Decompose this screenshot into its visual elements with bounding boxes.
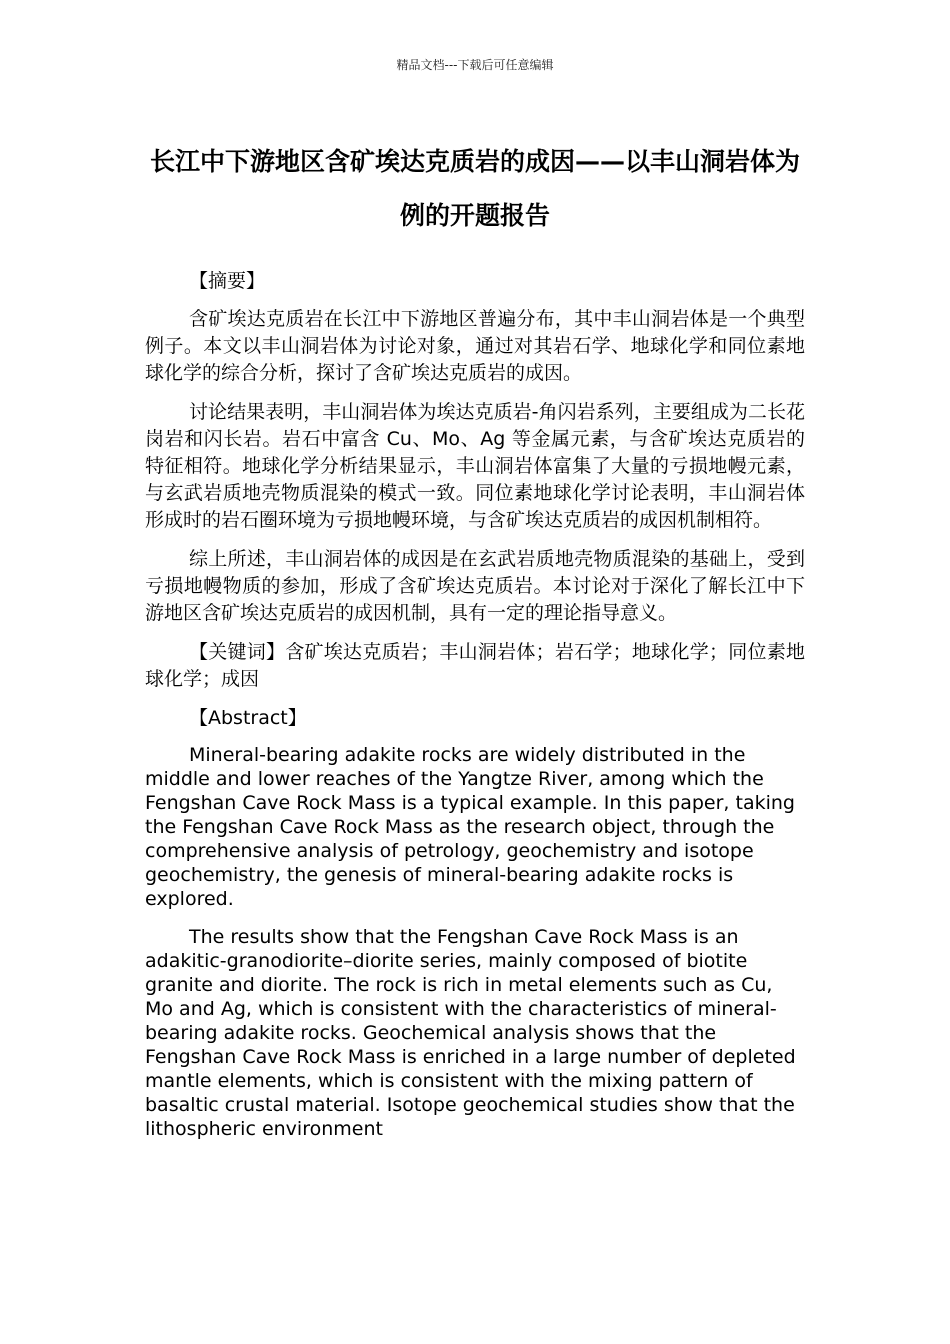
document-title: 长江中下游地区含矿埃达克质岩的成因——以丰山洞岩体为例的开题报告 [149, 147, 800, 230]
document-body [145, 268, 805, 1155]
keywords: 【关键词】含矿埃达克质岩；丰山洞岩体；岩石学；地球化学；同位素地球化学；成因 [145, 641, 805, 690]
abstract-cn-paragraph-2: 讨论结果表明，丰山洞岩体为埃达克质岩-角闪岩系列，主要组成为二长花岗岩和闪长岩。岩石中富含 Cu、Mo、Ag 等金属元素，与含矿埃达克质岩的特征相符。地球化学分析结果显示，丰山洞岩体富集了大量的亏损地幔元素，与玄武岩质地壳物质混染的模式一致。同位素地球化学讨论表明，丰山洞岩体形成时的岩石圈环境为亏损地幔环境，与含矿埃达克质岩的成因机制相符。 [145, 401, 805, 531]
abstract-en-paragraph-2: The results show that the Fengshan Cave Rock Mass is an adakitic-granodiorite–diorite series, mainly composed of biotite granite and diorite. The rock is rich in metal elements such as Cu, Mo and Ag, which is consistent with the characteristics of mineral-bearing adakite rocks. Geochemical analysis shows that the Fengshan Cave Rock Mass is enriched in a large number of depleted mantle elements, which is consistent with the mixing pattern of basaltic crustal material. Isotope geochemical studies show that the lithospheric environment [145, 926, 796, 1140]
abstract-cn-paragraph-1: 含矿埃达克质岩在长江中下游地区普遍分布，其中丰山洞岩体是一个典型例子。本文以丰山洞岩体为讨论对象，通过对其岩石学、地球化学和同位素地球化学的综合分析，探讨了含矿埃达克质岩的成因。 [145, 308, 805, 384]
abstract-cn-paragraph-3: 综上所述，丰山洞岩体的成因是在玄武岩质地壳物质混染的基础上，受到亏损地幔物质的参加，形成了含矿埃达克质岩。本讨论对于深化了解长江中下游地区含矿埃达克质岩的成因机制，具有一定的理论指导意义。 [145, 548, 805, 624]
abstract-en-heading: 【Abstract】 [189, 707, 307, 729]
abstract-en-paragraph-1: Mineral-bearing adakite rocks are widely distributed in the middle and lower reaches of the Yangtze River, among which the Fengshan Cave Rock Mass is a typical example. In this paper, taking the Fengshan Cave Rock Mass as the research object, through the comprehensive analysis of petrology, geochemistry and isotope geochemistry, the genesis of mineral-bearing adakite rocks is explored. [145, 744, 795, 910]
abstract-cn-heading: 【摘要】 [189, 270, 266, 292]
header-note: 精品文档---下载后可任意编辑 [396, 58, 554, 72]
